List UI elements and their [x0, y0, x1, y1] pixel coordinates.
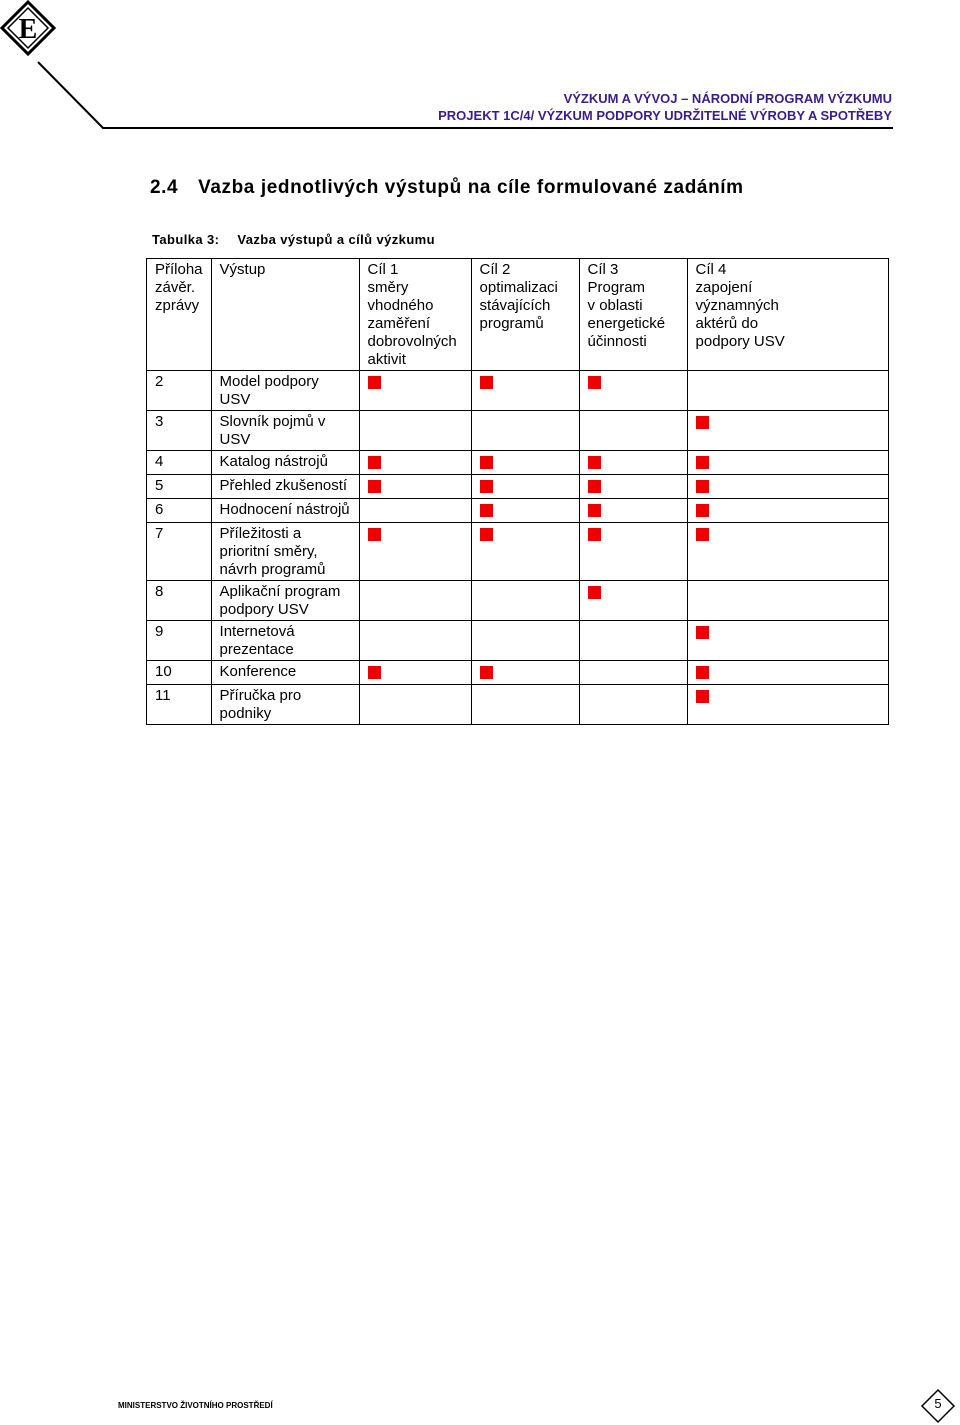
header-line: energetické — [587, 315, 666, 332]
logo-letter: E — [18, 14, 38, 45]
header-line: zaměření — [367, 315, 431, 332]
red-square-marker-icon — [368, 528, 381, 541]
table-row — [147, 685, 889, 725]
header-line: stávajících — [479, 297, 551, 314]
red-square-marker-icon — [696, 690, 709, 703]
header-goal-4 — [687, 259, 888, 371]
red-square-marker-icon — [588, 480, 601, 493]
goal-3-cell — [579, 475, 687, 499]
header-line: účinnosti — [587, 333, 647, 350]
table-row — [147, 371, 889, 411]
goal-1-cell — [359, 523, 471, 581]
row-output-name: Slovník pojmů v USV — [211, 411, 359, 451]
row-attachment-number: 4 — [147, 451, 212, 475]
row-attachment-number: 7 — [147, 523, 212, 581]
goal-3-cell — [579, 621, 687, 661]
goal-1-cell — [359, 371, 471, 411]
page-number: 5 — [934, 1396, 942, 1411]
goal-2-cell — [471, 661, 579, 685]
goal-3-cell — [579, 371, 687, 411]
goal-1-cell — [359, 411, 471, 451]
header-goal-3 — [579, 259, 687, 371]
header-line: zprávy — [155, 297, 200, 314]
red-square-marker-icon — [368, 666, 381, 679]
header-line: aktivit — [367, 351, 406, 368]
goal-2-cell — [471, 371, 579, 411]
goal-1-cell — [359, 499, 471, 523]
goal-4-cell — [687, 371, 888, 411]
row-output-name: Model podpory USV — [211, 371, 359, 411]
goal-2-cell — [471, 475, 579, 499]
goal-4-cell — [687, 523, 888, 581]
header-line: Program — [587, 279, 646, 296]
red-square-marker-icon — [588, 376, 601, 389]
red-square-marker-icon — [588, 528, 601, 541]
row-output-name: Hodnocení nástrojů — [211, 499, 359, 523]
row-attachment-number: 5 — [147, 475, 212, 499]
goal-3-cell — [579, 451, 687, 475]
red-square-marker-icon — [480, 480, 493, 493]
footer-ministry: MINISTERSTVO ŽIVOTNÍHO PROSTŘEDÍ — [118, 1401, 273, 1410]
outputs-goals-table — [146, 258, 889, 725]
goal-3-cell — [579, 523, 687, 581]
row-output-name: Internetová prezentace — [211, 621, 359, 661]
header-line: Cíl 2 — [479, 261, 511, 278]
goal-1-cell — [359, 475, 471, 499]
goal-3-cell — [579, 581, 687, 621]
row-output-name: Příležitosti a prioritní směry, návrh programů — [211, 523, 359, 581]
header-line: vhodného — [367, 297, 434, 314]
table-row — [147, 411, 889, 451]
goal-4-cell — [687, 621, 888, 661]
goal-1-cell — [359, 661, 471, 685]
table-row — [147, 621, 889, 661]
row-attachment-number: 6 — [147, 499, 212, 523]
header-goal-1 — [359, 259, 471, 371]
table-row — [147, 581, 889, 621]
red-square-marker-icon — [696, 626, 709, 639]
goal-2-cell — [471, 621, 579, 661]
header-line-1: VÝZKUM A VÝVOJ – NÁRODNÍ PROGRAM VÝZKUMU — [563, 91, 892, 106]
header-output — [211, 259, 359, 371]
red-square-marker-icon — [696, 480, 709, 493]
red-square-marker-icon — [696, 416, 709, 429]
row-attachment-number: 3 — [147, 411, 212, 451]
row-attachment-number: 10 — [147, 661, 212, 685]
table-row — [147, 523, 889, 581]
goal-4-cell — [687, 451, 888, 475]
header-line: Cíl 1 — [367, 261, 399, 278]
row-output-name: Katalog nástrojů — [211, 451, 359, 475]
goal-1-cell — [359, 621, 471, 661]
section-heading — [150, 177, 744, 199]
red-square-marker-icon — [588, 456, 601, 469]
goal-1-cell — [359, 451, 471, 475]
red-square-marker-icon — [696, 528, 709, 541]
red-square-marker-icon — [696, 504, 709, 517]
header-line-2: PROJEKT 1C/4/ VÝZKUM PODPORY UDRŽITELNÉ VÝROBY A SPOTŘEBY — [438, 108, 892, 123]
goal-1-cell — [359, 581, 471, 621]
header-line: Cíl 4 — [695, 261, 727, 278]
header-line: Příloha — [155, 261, 203, 278]
goal-3-cell — [579, 499, 687, 523]
table-header-row — [147, 259, 889, 371]
header-attachment — [147, 259, 212, 371]
header-line: programů — [479, 315, 544, 332]
goal-4-cell — [687, 411, 888, 451]
row-attachment-number: 9 — [147, 621, 212, 661]
header-line: Cíl 3 — [587, 261, 619, 278]
red-square-marker-icon — [480, 528, 493, 541]
table-caption-label: Tabulka 3: — [152, 232, 220, 247]
row-attachment-number: 8 — [147, 581, 212, 621]
row-output-name: Konference — [211, 661, 359, 685]
header-line: závěr. — [155, 279, 196, 296]
table-row — [147, 661, 889, 685]
red-square-marker-icon — [368, 480, 381, 493]
header-line: v oblasti — [587, 297, 643, 314]
red-square-marker-icon — [368, 456, 381, 469]
goal-3-cell — [579, 411, 687, 451]
goal-4-cell — [687, 499, 888, 523]
section-number: 2.4 — [150, 177, 179, 198]
red-square-marker-icon — [588, 586, 601, 599]
red-square-marker-icon — [480, 504, 493, 517]
red-square-marker-icon — [480, 666, 493, 679]
red-square-marker-icon — [368, 376, 381, 389]
goal-2-cell — [471, 499, 579, 523]
goal-3-cell — [579, 685, 687, 725]
goal-4-cell — [687, 685, 888, 725]
table-body — [147, 371, 889, 725]
header-line: dobrovolných — [367, 333, 457, 350]
header-line: zapojení — [695, 279, 753, 296]
goal-1-cell — [359, 685, 471, 725]
row-output-name: Přehled zkušeností — [211, 475, 359, 499]
row-output-name: Aplikační program podpory USV — [211, 581, 359, 621]
goal-2-cell — [471, 581, 579, 621]
red-square-marker-icon — [696, 456, 709, 469]
header-line: podpory USV — [695, 333, 785, 350]
header-line: směry — [367, 279, 409, 296]
goal-4-cell — [687, 581, 888, 621]
red-square-marker-icon — [480, 456, 493, 469]
header-goal-2 — [471, 259, 579, 371]
header-line: optimalizaci — [479, 279, 558, 296]
header-line: aktérů do — [695, 315, 759, 332]
table-row — [147, 475, 889, 499]
row-attachment-number: 11 — [147, 685, 212, 725]
header-line: významných — [695, 297, 779, 314]
row-attachment-number: 2 — [147, 371, 212, 411]
goal-4-cell — [687, 475, 888, 499]
header-line: Výstup — [219, 261, 266, 278]
table-row — [147, 499, 889, 523]
section-title-text: Vazba jednotlivých výstupů na cíle formulované zadáním — [198, 177, 744, 198]
goal-2-cell — [471, 411, 579, 451]
table-row — [147, 451, 889, 475]
red-square-marker-icon — [588, 504, 601, 517]
goal-2-cell — [471, 685, 579, 725]
goal-4-cell — [687, 661, 888, 685]
table-caption-text: Vazba výstupů a cílů výzkumu — [237, 232, 435, 247]
goal-3-cell — [579, 661, 687, 685]
goal-2-cell — [471, 523, 579, 581]
red-square-marker-icon — [696, 666, 709, 679]
goal-2-cell — [471, 451, 579, 475]
red-square-marker-icon — [480, 376, 493, 389]
row-output-name: Příručka pro podniky — [211, 685, 359, 725]
table-caption — [152, 232, 435, 247]
